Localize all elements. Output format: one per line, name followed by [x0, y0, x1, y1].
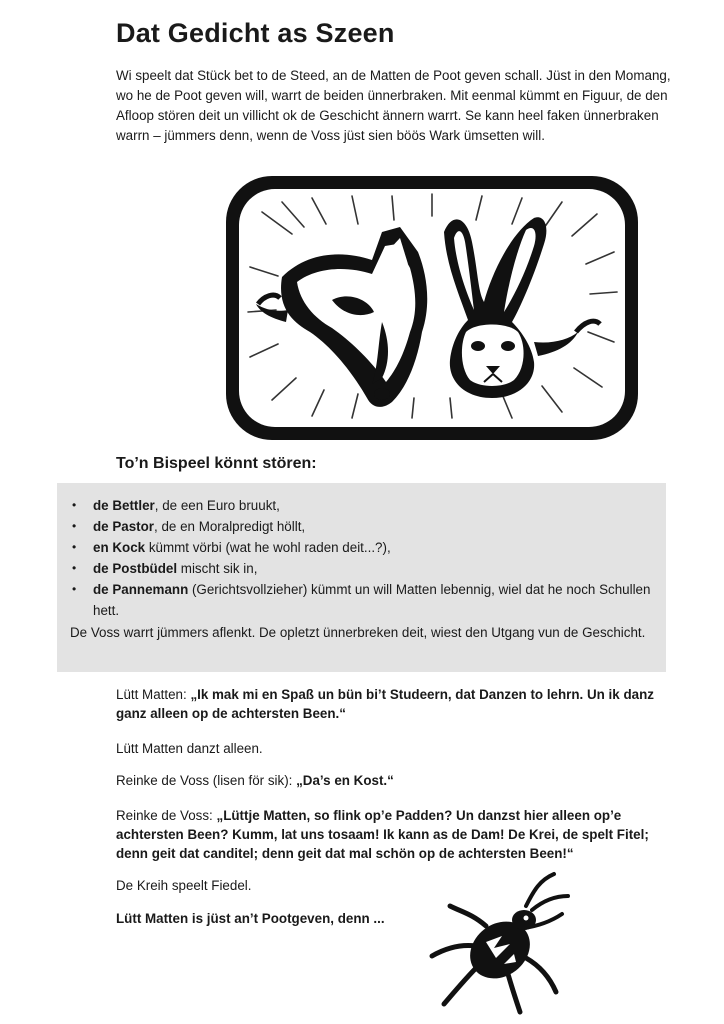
- bullet-icon: •: [72, 519, 77, 533]
- beetle-illustration: [416, 866, 576, 1016]
- stage-direction: Lütt Matten danzt alleen.: [116, 741, 263, 756]
- figure-description: , de een Euro bruukt,: [154, 498, 280, 513]
- closing-text: Lütt Matten is jüst an’t Pootgeven, denn ...: [116, 911, 385, 926]
- dialog-line: [116, 685, 676, 723]
- figure-name: en Kock: [93, 540, 146, 555]
- dialog-line: [116, 771, 676, 790]
- figure-description: kümmt vörbi (wat he wohl raden deit...?),: [145, 540, 391, 555]
- figure-name: de Bettler: [93, 498, 155, 513]
- intro-paragraph: Wi speelt dat Stück bet to de Steed, an de Matten de Poot geven schall. Jüst in den Momang, wo he de Poot geven will, warrt de beiden ünnerbraken. Mit eenmal kümmt en Figuur, de den Afloop stören deit un villicht ok de Geschicht ännern warrt. Se kann heel faken ünnerbraken warrn – jümmers denn, wenn de Voss jüst sien böös Wark ümsetten will.: [116, 68, 671, 143]
- figure-description: (Gerichtsvollzieher) kümmt un will Matten lebennig, wiel dat he noch Schullen hett.: [93, 582, 651, 618]
- list-item: [70, 495, 660, 516]
- spoken-line: „Da’s en Kost.“: [296, 773, 394, 788]
- spoken-line: „Lüttje Matten, so flink op’e Padden? Un danzst hier alleen op’e achtersten Been? Kumm, lat uns tosaam! Ik kann as de Dam! De Krei, de spelt Fitel; denn geit dat canditel; denn geit dat mal schön op de achtersten Been!“: [116, 808, 649, 861]
- list-item: [70, 558, 660, 579]
- bullet-icon: •: [72, 561, 77, 575]
- page-title: Dat Gedicht as Szeen: [116, 18, 395, 48]
- figure-name: de Pannemann: [93, 582, 189, 597]
- list-item: [70, 579, 660, 621]
- closing-line: [116, 909, 676, 928]
- dialog-line: [116, 806, 676, 863]
- figure-name: de Pastor: [93, 519, 155, 534]
- speaker-label: Reinke de Voss (lisen för sik):: [116, 773, 297, 788]
- bullet-icon: •: [72, 498, 77, 512]
- box-summary: De Voss warrt jümmers aflenkt. De opletzt ünnerbreken deit, wiest den Utgang vun de Geschicht.: [70, 625, 646, 640]
- interrupters-heading: To’n Bispeel könnt stören:: [116, 455, 317, 472]
- bullet-icon: •: [72, 540, 77, 554]
- list-item: [70, 516, 660, 537]
- stage-direction: De Kreih speelt Fiedel.: [116, 878, 252, 893]
- figure-description: mischt sik in,: [177, 561, 258, 576]
- figure-description: , de en Moralpredigt höllt,: [154, 519, 306, 534]
- fox-hare-masks-illustration: [222, 172, 642, 444]
- bullet-icon: •: [72, 582, 77, 596]
- speaker-label: Lütt Matten:: [116, 687, 191, 702]
- spoken-line: „Ik mak mi en Spaß un bün bi’t Studeern, dat Danzen to lehrn. Un ik danz ganz alleen op de achtersten Been.“: [116, 687, 654, 721]
- list-item: [70, 537, 660, 558]
- figure-name: de Postbüdel: [93, 561, 178, 576]
- interrupters-list: [70, 495, 660, 621]
- speaker-label: Reinke de Voss:: [116, 808, 217, 823]
